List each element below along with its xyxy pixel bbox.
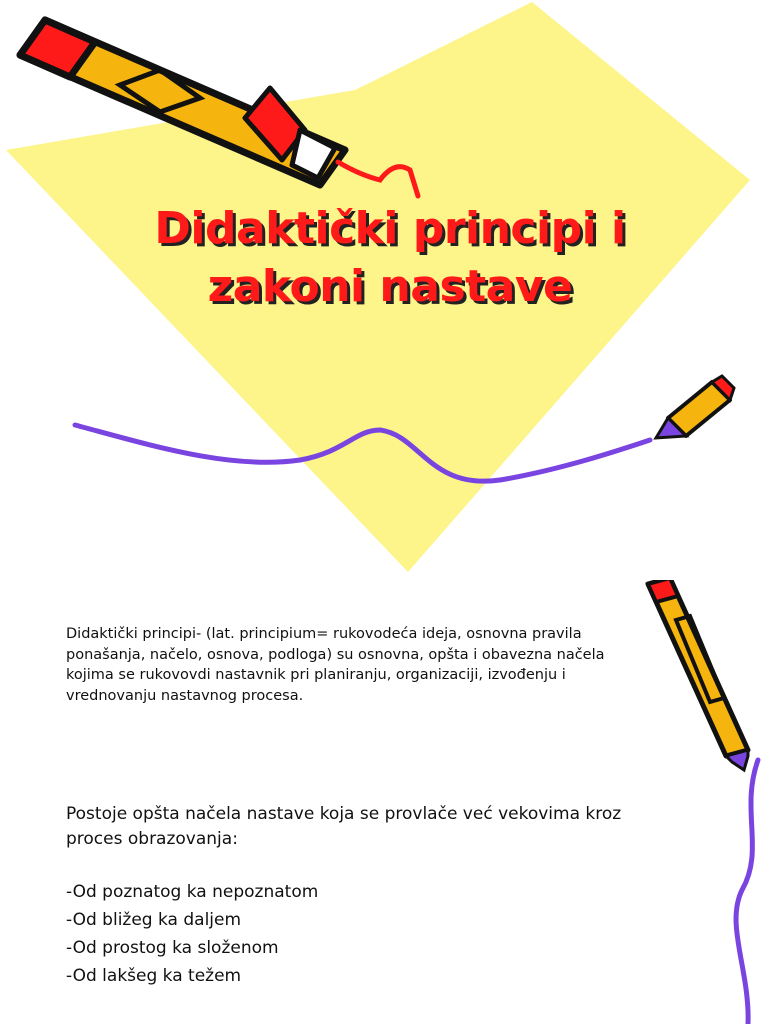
intro-paragraph: Postoje opšta načela nastave koja se provlače već vekovima kroz proces obrazovanja: xyxy=(66,804,622,849)
slide-title-text xyxy=(90,200,690,316)
vertical-pencil-icon xyxy=(648,580,748,770)
slide-content xyxy=(0,580,768,1024)
title-line-2: zakoni nastave xyxy=(207,261,573,312)
small-pencil-icon xyxy=(656,376,734,438)
list-item: -Od prostog ka složenom xyxy=(66,938,279,958)
principles-list xyxy=(66,878,318,990)
purple-vertical-squiggle xyxy=(736,760,758,1024)
list-item: -Od bližeg ka daljem xyxy=(66,910,242,930)
definition-paragraph: Didaktički principi- (lat. principium= rukovodeća ideja, osnovna pravila ponašanja, načelo, osnova, podloga) su osnovna, opšta i obavezna načela kojima se rukovovdi nastavnik pri planiranju, organizaciji, izvođenju i vrednovanju nastavnog procesa. xyxy=(66,626,605,704)
list-item: -Od lakšeg ka težem xyxy=(66,966,242,986)
title-line-1: Didaktički principi i xyxy=(154,203,626,254)
list-item: -Od poznatog ka nepoznatom xyxy=(66,882,319,902)
